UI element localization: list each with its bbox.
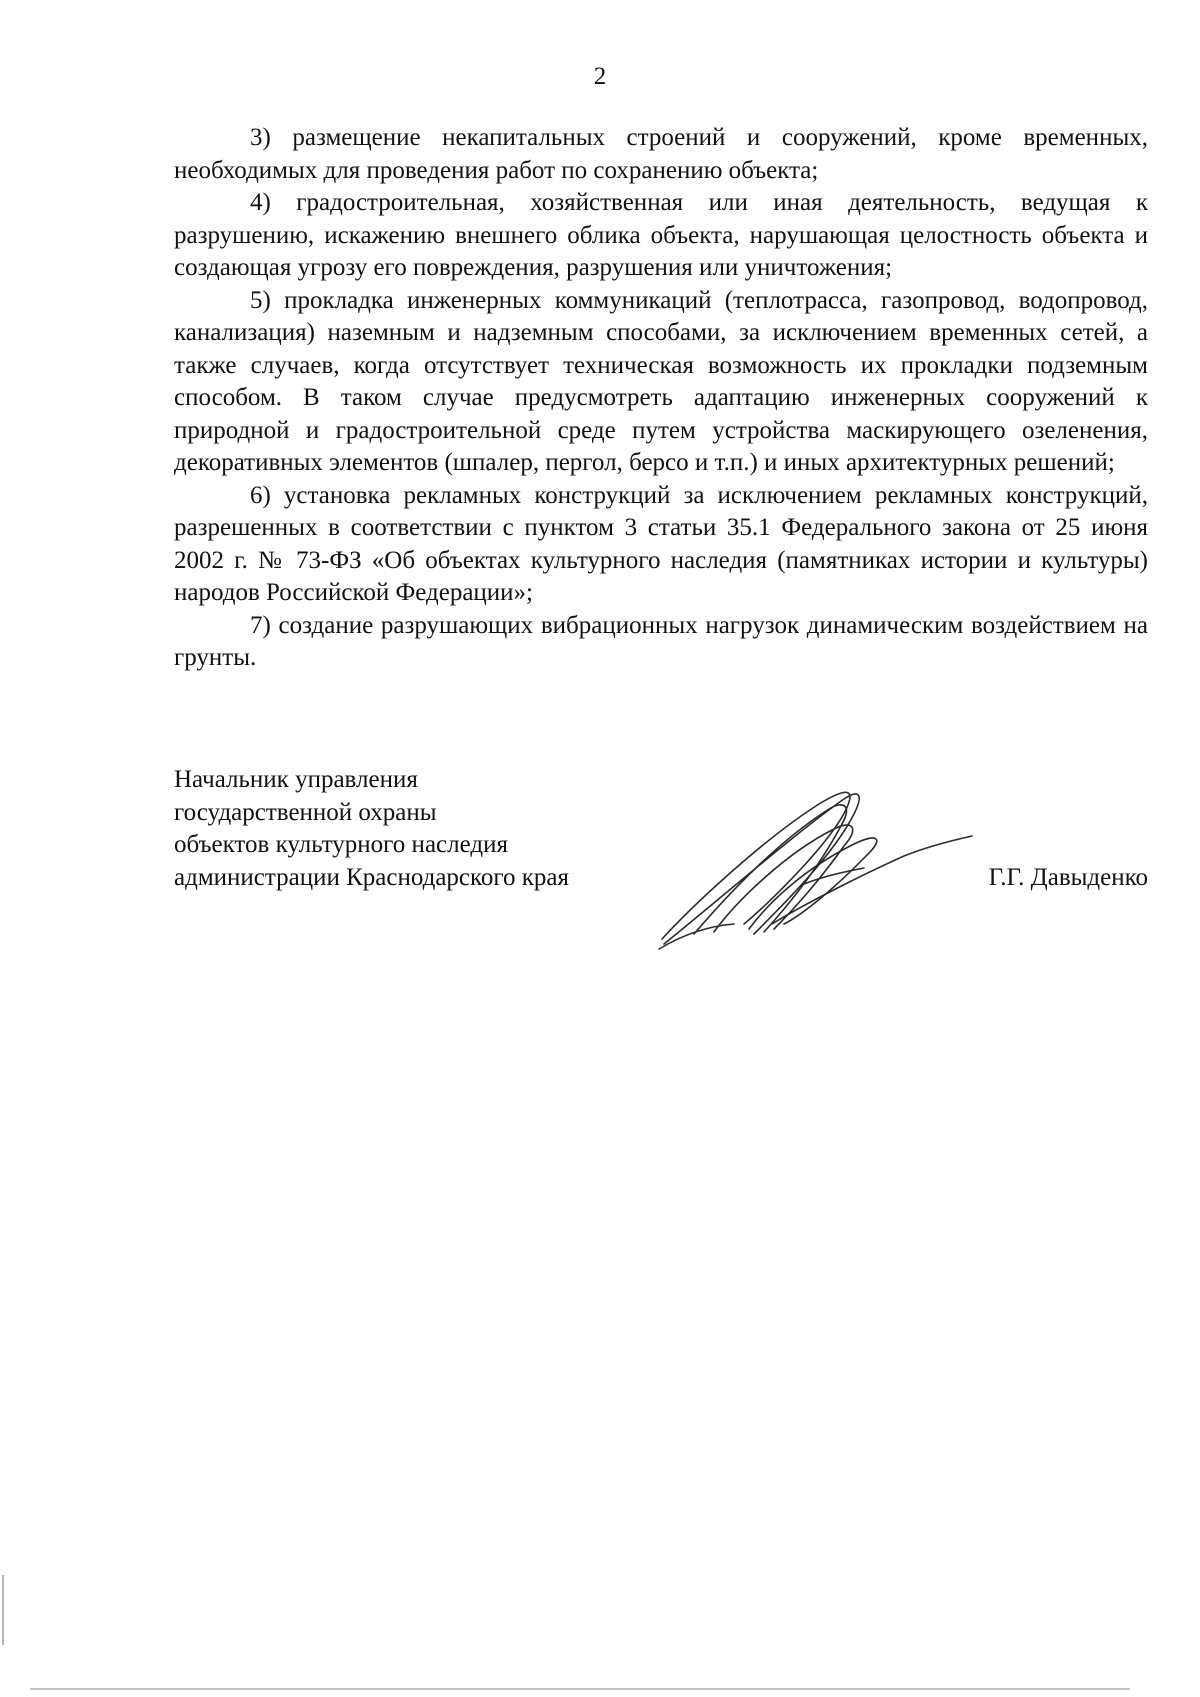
document-body: [174, 122, 1148, 675]
scan-edge-left: [2, 1575, 4, 1645]
list-item-6: 6) установка рекламных конструкций за исключением рекламных конструкций, разрешенных в соответствии с пунктом 3 статьи 35.1 Федерального закона от 25 июня 2002 г. № 73-ФЗ «Об объектах культурного наследия (памятниках истории и культуры) народов Российской Федерации»;: [174, 481, 1148, 606]
list-item-7: 7) создание разрушающих вибрационных нагрузок динамическим воздействием на грунты.: [174, 611, 1148, 671]
signer-position-line: объектов культурного наследия: [174, 831, 508, 858]
list-item-4: 4) градостроительная, хозяйственная или иная деятельность, ведущая к разрушению, искажению внешнего облика объекта, нарушающая целостность объекта и создающая угрозу его повреждения, разрушения или уничтожения;: [174, 189, 1148, 281]
page-number: 2: [593, 63, 607, 90]
signature-block: [174, 764, 1148, 964]
list-item-3: 3) размещение некапитальных строений и сооружений, кроме временных, необходимых для проведения работ по сохранению объекта;: [174, 124, 1148, 184]
signer-position: [174, 764, 569, 894]
signer-position-line: Начальник управления: [174, 766, 418, 793]
list-item-5: 5) прокладка инженерных коммуникаций (теплотрасса, газопровод, водопровод, канализация) наземным и надземным способами, за исключением временных сетей, а также случаев, когда отсутствует техническая возможность их прокладки подземным способом. В таком случае предусмотреть адаптацию инженерных сооружений к природной и градостроительной среде путем устройства маскирующего озеленения, декоративных элементов (шпалер, пергол, берсо и т.п.) и иных архитектурных решений;: [174, 286, 1148, 476]
signer-position-line: администрации Краснодарского края: [174, 863, 570, 891]
scan-edge-bottom: [30, 1688, 1130, 1690]
signer-position-line: государственной охраны: [174, 798, 437, 826]
signer-name: Г.Г. Давыденко: [988, 863, 1148, 891]
handwritten-signature: [654, 784, 974, 954]
